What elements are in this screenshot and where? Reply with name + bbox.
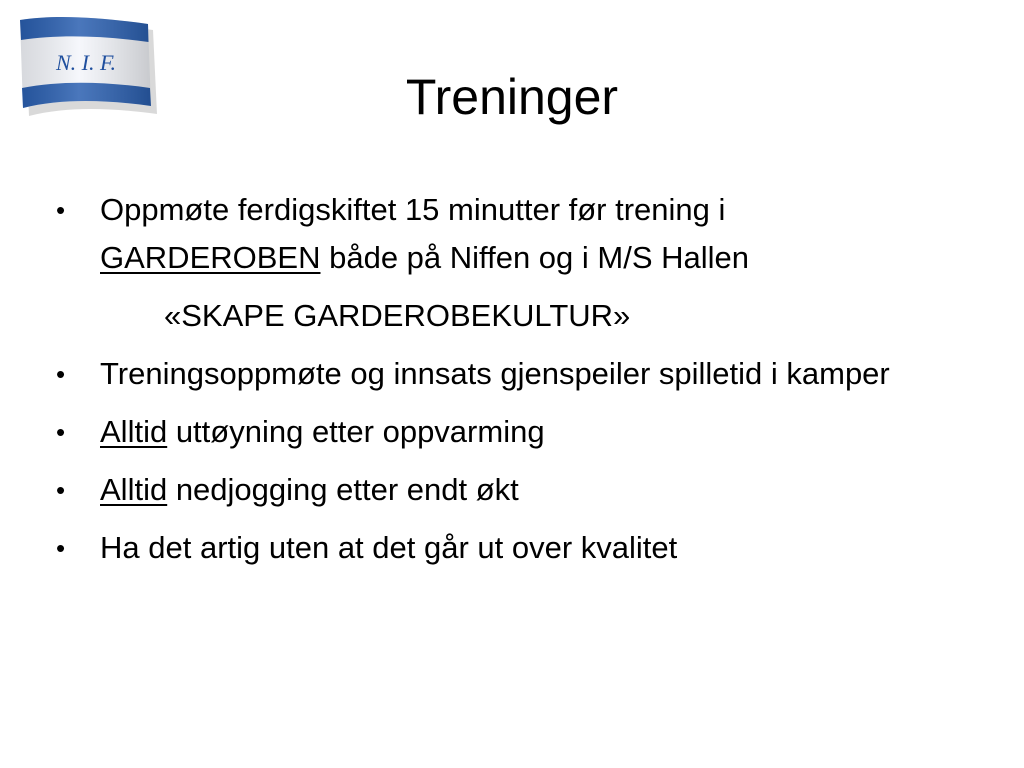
item-text: nedjogging etter endt økt [167, 472, 519, 507]
item-text: både på Niffen og i M/S Hallen [320, 240, 750, 275]
bullet-icon: • [56, 195, 66, 225]
list-item [56, 186, 956, 282]
item-underlined-text: Alltid [100, 472, 168, 507]
item-underlined-text: Alltid [100, 414, 168, 449]
item-text: Treningsoppmøte og innsats gjenspeiler spilletid i kamper [100, 356, 890, 391]
flag-logo-text: N. I. F. [55, 50, 117, 75]
list-item [56, 350, 956, 398]
list-item [56, 524, 956, 572]
bullet-icon: • [56, 475, 66, 505]
item-text: Oppmøte ferdigskiftet 15 minutter før trening i [100, 192, 726, 227]
bullet-list [56, 186, 956, 572]
item-underlined-text: GARDEROBEN [100, 240, 321, 275]
indented-line: «SKAPE GARDEROBEKULTUR» [164, 298, 631, 333]
item-text: Ha det artig uten at det går ut over kvalitet [100, 530, 678, 565]
list-item [56, 408, 956, 456]
bullet-icon: • [56, 533, 66, 563]
bullet-icon: • [56, 417, 66, 447]
bullet-icon: • [56, 359, 66, 389]
list-item [56, 466, 956, 514]
slide-title: Treninger [405, 69, 619, 125]
item-text: uttøyning etter oppvarming [167, 414, 545, 449]
